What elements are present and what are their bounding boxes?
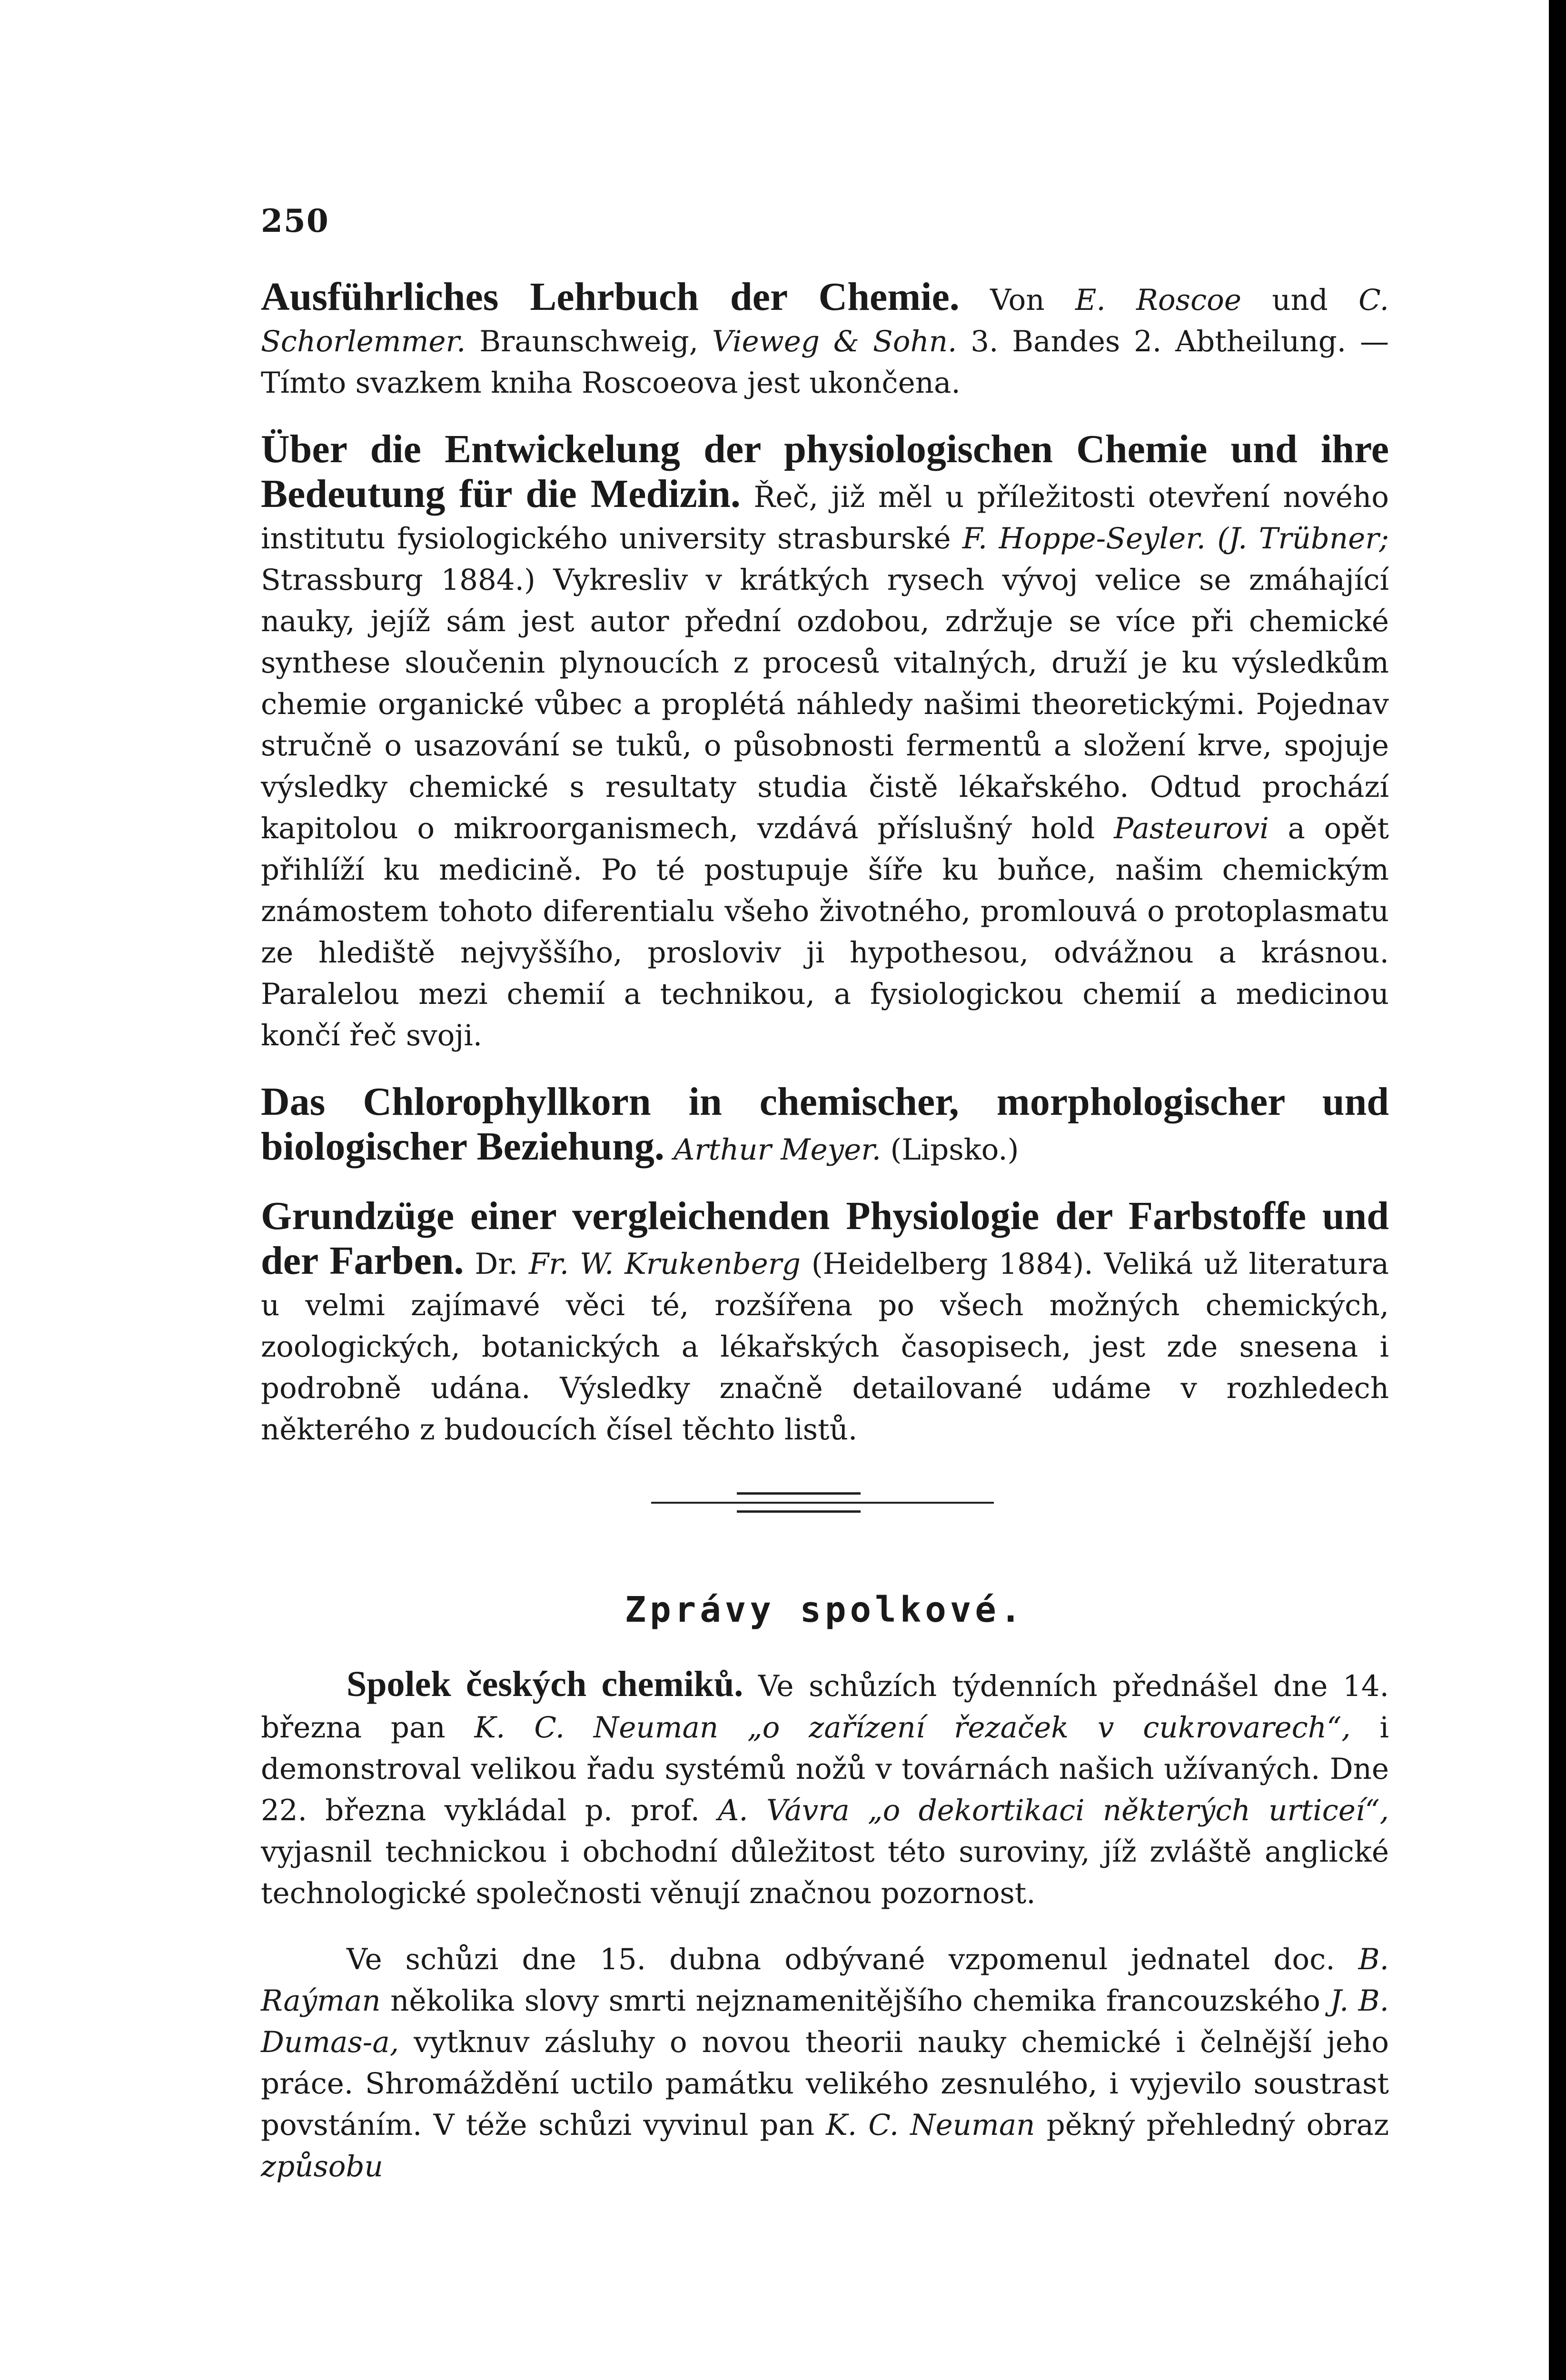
page-number: 250: [261, 202, 329, 239]
section-divider: [261, 1475, 1389, 1527]
society-name: Spolek českých chemiků.: [347, 1664, 743, 1704]
entry-heading: Über die Entwickelung der physiologischen Chemie und ihre Bedeutung für die Medizin.: [261, 427, 1389, 516]
entry-heading: Grundzüge einer vergleichenden Physiologie der Farbstoffe und der Farben.: [261, 1194, 1389, 1283]
entry-roscoe: Ausführliches Lehrbuch der Chemie. Von E. Roscoe und C. Schorlemmer. Braunschweig, Vieweg & Sohn. 3. Bandes 2. Abtheilung. — Tímto svazkem kniha Roscoeova jest ukončena.: [261, 275, 1389, 400]
entry-heading: Ausführliches Lehrbuch der Chemie.: [261, 275, 960, 319]
entry-chlorophyll: Das Chlorophyllkorn in chemischer, morphologischer und biologischer Beziehung. Arthur Meyer. (Lipsko.): [261, 1080, 1389, 1169]
entry-hoppe-seyler: Über die Entwickelung der physiologischen Chemie und ihre Bedeutung für die Medizin. Řeč, již měl u příležitosti otevření nového institutu fysiologického university strasburské F. Hoppe-Seyler. (J. Trübner; Strassburg 1884.) Vykresliv v krátkých rysech vývoj velice se zmáhající nauky, jejíž sám jest autor přední ozdobou, zdržuje se více při chemické synthese sloučenin plynoucích z procesů vitalných, druží je ku výsledkům chemie organické vůbec a proplétá náhledy našimi theoretickými. Pojednav stručně o usazování se tuků, o působnosti fermentů a složení krve, spojuje výsledky chemické s resultaty studia čistě lékařského. Odtud prochází kapitolou o mikroorganismech, vzdává příslušný hold Pasteurovi a opět přihlíží ku medicině. Po té postupuje šíře ku buňce, našim chemickým známostem tohoto diferentialu všeho životného, promlouvá o protoplasmatu ze hlediště nejvyššího, prosloviv ji hypothesou, odvážnou a krásnou. Paralelou mezi chemií a technikou, a fysiologickou chemií a medicinou končí řeč svoji.: [261, 427, 1389, 1052]
divider-rule: [737, 1510, 861, 1513]
divider-rule: [737, 1492, 861, 1495]
society-paragraph: Ve schůzi dne 15. dubna odbývané vzpomenul jednatel doc. B. Raýman několika slovy smrti nejznamenitějšího chemika francouzského J. B. Dumas-a, vytknuv zásluhy o novou theorii nauky chemické i čelnější jeho práce. Shromáždění uctilo památku velikého zesnulého, i vyjevilo soustrast povstáním. V téže schůzi vyvinul pan K. C. Neuman pěkný přehledný obraz způsobu: [261, 1943, 1389, 2183]
entry-heading: Das Chlorophyllkorn in chemischer, morphologischer und biologischer Beziehung.: [261, 1080, 1389, 1169]
divider-rule: [651, 1502, 994, 1504]
scan-edge: [1549, 0, 1566, 2380]
society-paragraph: Spolek českých chemiků. Ve schůzích týdenních přednášel dne 14. března pan K. C. Neuman „o zařízení řezaček v cukrovarech“, i demonstroval velikou řadu systémů nožů v továrnách našich užívaných. Dne 22. března vykládal p. prof. A. Vávra „o dekortikaci některých urticeí“, vyjasnil technickou i obchodní důležitost této suroviny, jíž zvláště anglické technologické společnosti věnují značnou pozornost.: [261, 1664, 1389, 1910]
text-column: [261, 276, 1389, 2212]
section-title: Zprávy spolkové.: [624, 1589, 1025, 1630]
entry-krukenberg: Grundzüge einer vergleichenden Physiologie der Farbstoffe und der Farben. Dr. Fr. W. Krukenberg (Heidelberg 1884). Veliká už literatura u velmi zajímavé věci té, rozšířena po všech možných chemických, zoologických, botanických a lékařských časopisech, jest zde snesena i podrobně udána. Výsledky značně detailované udáme v rozhledech některého z budoucích čísel těchto listů.: [261, 1194, 1389, 1447]
